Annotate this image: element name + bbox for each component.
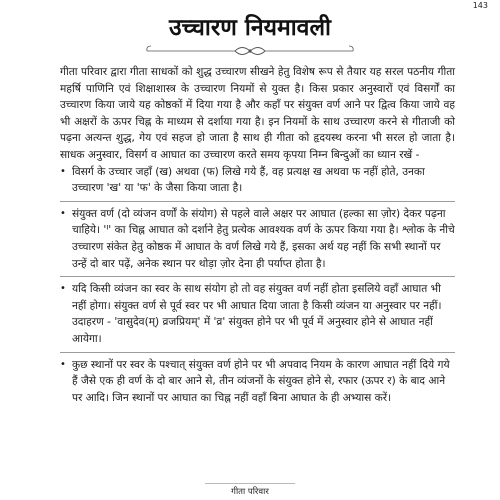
page-title: उच्चारण नियमावली [169,15,331,41]
footer-rule [205,483,295,484]
list-item-text: संयुक्त वर्ण (दो व्यंजन वर्णों के संयोग) से पहले वाले अक्षर पर आघात (हल्का सा ज़ोर) देकर पढ़ना चाहिये। 'ᑊ' का चिह्न आघात को दर्शाने हेतु प्रत्येक आवश्यक वर्ण के ऊपर किया गया है। श्लोक के नीचे उच्चारण संकेत हेतु कोष्ठक में आघात के वर्ण लिखे गये हैं, इसका अर्थ यह नहीं कि सभी स्थानों पर उन्हें दो बार पढ़ें, अनेक स्थान पर थोड़ा ज़ोर देना ही पर्याप्त होता है। [72,207,455,270]
bullet-icon: • [60,358,66,370]
divider [60,276,455,277]
list-item-text: कुछ स्थानों पर स्वर के पश्चात् संयुक्त वर्ण होने पर भी अपवाद नियम के कारण आघात नहीं दिये गये हैं जैसे एक ही वर्ण के दो बार आने से, तीन व्यंजनों के संयुक्त होने से, रफार (ऊपर र) के बाद आने पर आदि। जिन स्थानों पर आघात का चिह्न नहीं वहाँ बिना आघात के ही अभ्यास करें। [72,358,450,404]
divider [60,201,455,202]
list-item-text: विसर्ग के उच्चार जहाँ (ख) अथवा (फ) लिखे गये हैं, वह प्रत्यक्ष ख अथवा फ नहीं होते, उनका उच्चारण 'ख' या 'फ' के जैसा किया जाता है। [72,165,425,195]
bullet-icon: • [60,283,66,295]
intro-paragraph: गीता परिवार द्वारा गीता साधकों को शुद्ध उच्चारण सीखने हेतु विशेष रूप से तैयार यह सरल पठनीय गीता महर्षि पाणिनि एवं शिक्षाशास्त्र के उच्चारण नियमों से युक्त है। किस प्रकार अनुस्वारों एवं विसर्गों का उच्चारण किया जाये यह कोष्ठकों में दिया गया है और कहाँ पर संयुक्त वर्ण आने पर द्वित्व किया जाये वह भी अक्षरों के ऊपर चिह्न के माध्यम से दर्शाया गया है। इन नियमों के साथ उच्चारण करने से गीताजी को पढ़ना अत्यन्त शुद्ध, गेय एवं सहज हो जाता है साथ ही गीता को हृदयस्थ करना भी सरल हो जाता है। साधक अनुस्वार, विसर्ग व आघात का उच्चारण करते समय कृपया निम्न बिन्दुओं का ध्यान रखें - [60,66,455,161]
list-item [60,281,455,347]
title-ornament [145,44,355,58]
divider [60,352,455,353]
list-item [60,206,455,272]
page-number: 143 [472,1,488,10]
list-item [60,164,455,197]
bullet-icon: • [60,207,66,219]
page-footer: गीता परिवार [231,487,269,497]
list-item [60,357,455,407]
title-block [0,12,500,44]
bullet-icon: • [60,165,66,177]
list-item-text: यदि किसी व्यंजन का स्वर के साथ संयोग हो तो वह संयुक्त वर्ण नहीं होता इसलिये वहाँ आघात भी नहीं होगा। संयुक्त वर्ण से पूर्व स्वर पर भी आघात दिया जाता है किसी व्यंजन या अनुस्वार पर नहीं। उदाहरण - 'वासुदेव(म्) व्रजप्रियम्' में 'व्र' संयुक्त होने पर भी पूर्व में अनुस्वार होने से आघात नहीं आयेगा। [72,283,442,345]
content [60,64,455,406]
